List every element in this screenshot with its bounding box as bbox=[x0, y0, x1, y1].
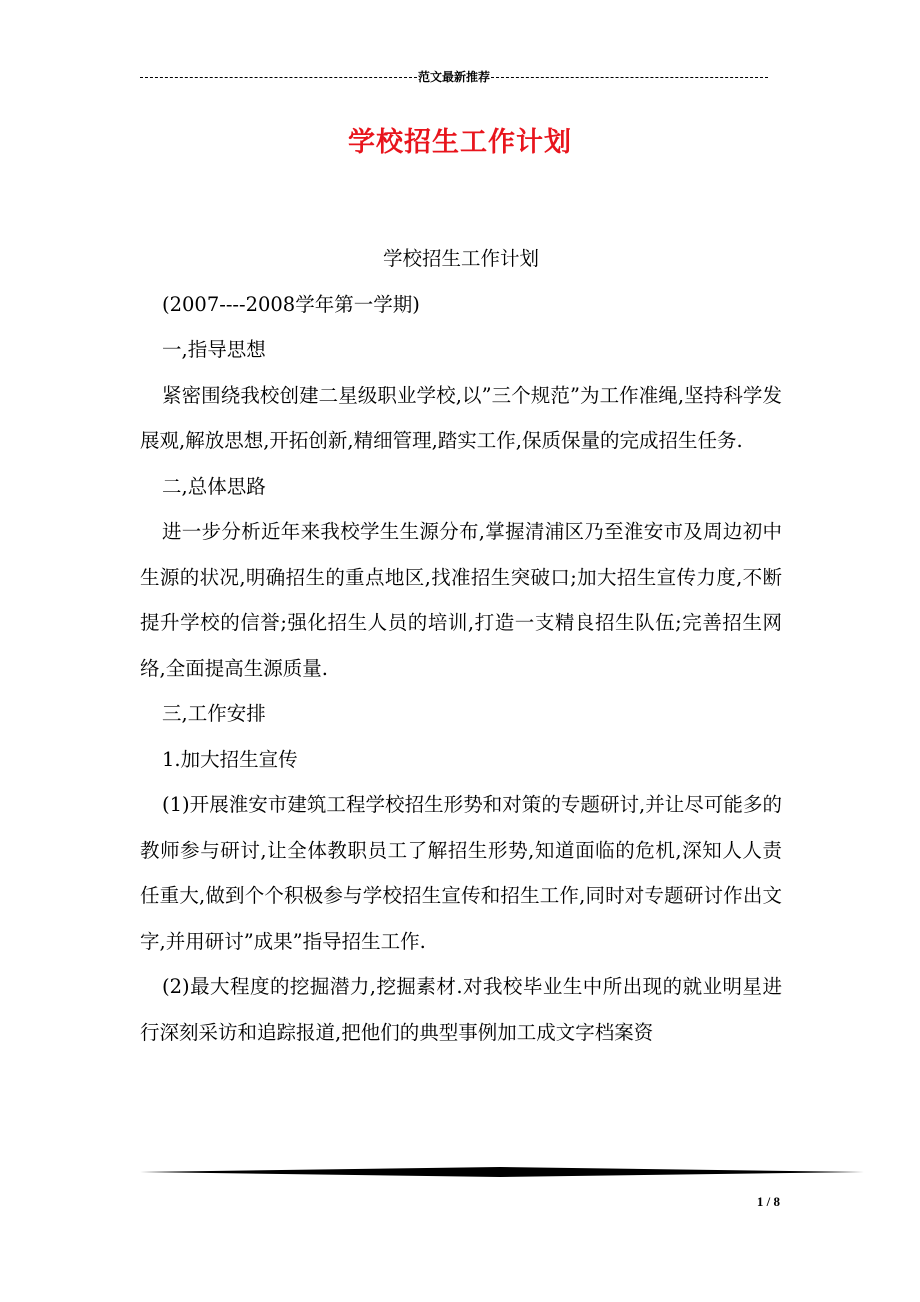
subsection-heading: 1.加大招生宣传 bbox=[162, 747, 298, 771]
footer-divider bbox=[140, 1166, 864, 1178]
header-dash-right bbox=[491, 77, 768, 78]
paragraph: 进一步分析近年来我校学生生源分布,掌握清浦区乃至淮安市及周边初中生源的状况,明确招生的重点地区,找准招生突破口;加大招生宣传力度,不断提升学校的信誉;强化招生人员的培训,打造一支精良招生队伍;完善招生网络,全面提高生源质量. bbox=[140, 520, 782, 680]
paragraph: (2)最大程度的挖掘潜力,挖掘素材.对我校毕业生中所出现的就业明星进行深刻采访和追踪报道,把他们的典型事例加工成文字档案资 bbox=[140, 975, 782, 1044]
page-number: 1 / 8 bbox=[756, 1194, 780, 1209]
paragraph: (1)开展淮安市建筑工程学校招生形势和对策的专题研讨,并让尽可能多的教师参与研讨,让全体教职员工了解招生形势,知道面临的危机,深知人人责任重大,做到个个积极参与学校招生宣传和招生工作,同时对专题研讨作出文字,并用研讨”成果”指导招生工作. bbox=[140, 793, 782, 953]
document-body bbox=[140, 236, 782, 1055]
section-heading-2: 二,总体思路 bbox=[162, 474, 266, 498]
semester-line: (2007----2008学年第一学期) bbox=[162, 292, 420, 316]
header-label: 范文最新推荐 bbox=[418, 70, 491, 84]
document-title: 学校招生工作计划 bbox=[348, 127, 572, 158]
section-heading-1: 一,指导思想 bbox=[162, 338, 266, 361]
header-banner bbox=[140, 68, 768, 86]
paragraph: 紧密围绕我校创建二星级职业学校,以”三个规范”为工作准绳,坚持科学发展观,解放思想,开拓创新,精细管理,踏实工作,保质保量的完成招生任务. bbox=[140, 383, 782, 452]
header-dash-left bbox=[140, 77, 417, 78]
section-heading-3: 三,工作安排 bbox=[162, 702, 266, 725]
body-heading: 学校招生工作计划 bbox=[382, 247, 539, 270]
